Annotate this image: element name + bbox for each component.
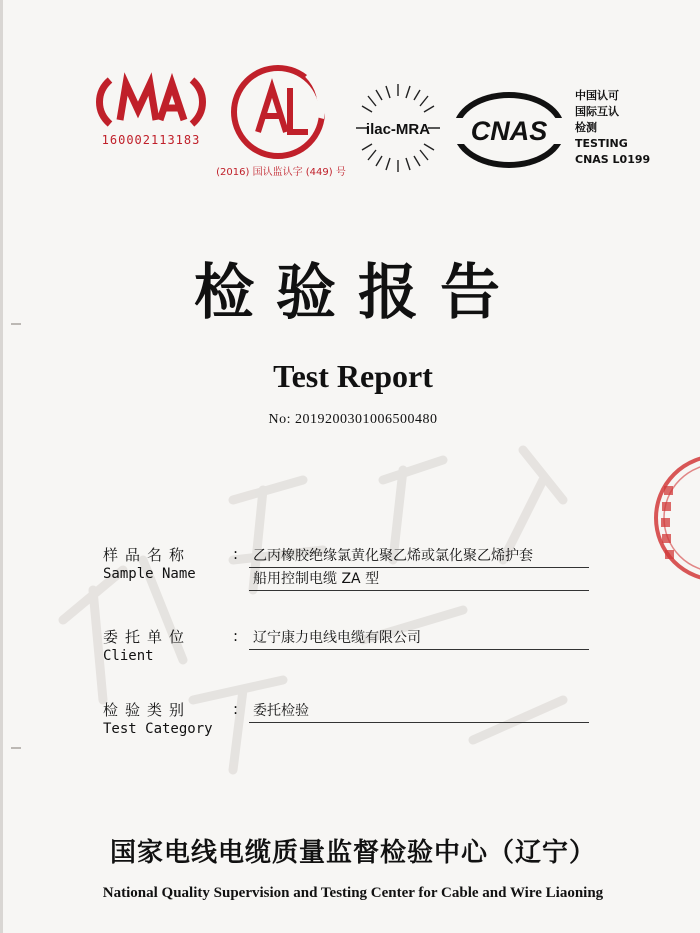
report-title-en: Test Report — [273, 358, 433, 394]
accreditation-logos — [3, 0, 700, 200]
cnas-logo-icon — [451, 90, 567, 170]
field-colon: : — [233, 627, 239, 645]
field-label-en: Test Category — [103, 721, 213, 737]
report-number — [3, 412, 700, 428]
field-label-cn: 样品名称 — [103, 546, 192, 564]
field-value — [249, 627, 589, 650]
cnas-note-line: 中国认可 — [575, 89, 619, 102]
field-label-en: Client — [103, 648, 154, 664]
red-seal-icon — [648, 448, 700, 588]
field-label-cn: 检验类别 — [103, 701, 192, 719]
issuer-name-en: National Quality Supervision and Testing Center for Cable and Wire Liaoning — [102, 885, 604, 901]
cnas-note-line: CNAS L0199 — [575, 153, 651, 166]
field-value-line: 船用控制电缆 ZA 型 — [249, 568, 589, 591]
field-label — [103, 700, 233, 738]
svg-text:CNAS: CNAS — [470, 116, 548, 146]
field-value-line: 委托检验 — [249, 700, 589, 723]
cnas-note-line: 国际互认 — [575, 105, 619, 118]
field-label-en: Sample Name — [103, 566, 196, 582]
field-colon: : — [233, 700, 239, 718]
cnas-note-line: 检测 — [575, 121, 597, 134]
cnas-accreditation-note — [575, 88, 685, 168]
field-label — [103, 545, 233, 583]
field-label — [103, 627, 233, 665]
cma-logo-icon — [96, 70, 206, 130]
cal-logo-icon — [228, 62, 328, 162]
report-title-cn: 检验报告 — [194, 258, 522, 328]
field-colon: : — [233, 545, 239, 563]
cal-code: (2016) 国认监认字 (449) 号 — [216, 167, 346, 178]
ilac-mra-logo-icon — [348, 78, 448, 178]
report-number-label: No: — [268, 412, 291, 427]
cma-code: 160002113183 — [101, 133, 201, 147]
edge-mark — [11, 747, 21, 749]
svg-text:ilac-MRA: ilac-MRA — [365, 121, 431, 138]
field-label-cn: 委托单位 — [103, 628, 192, 646]
field-value — [249, 545, 589, 591]
field-value — [249, 700, 589, 723]
issuer-name-cn: 国家电线电缆质量监督检验中心（辽宁） — [109, 838, 596, 868]
cnas-note-line: TESTING — [575, 137, 628, 150]
field-value-line: 辽宁康力电线电缆有限公司 — [249, 627, 589, 650]
field-value-line: 乙丙橡胶绝缘氯黄化聚乙烯或氯化聚乙烯护套 — [249, 545, 589, 568]
report-number-value: 2019200301006500480 — [295, 412, 438, 427]
